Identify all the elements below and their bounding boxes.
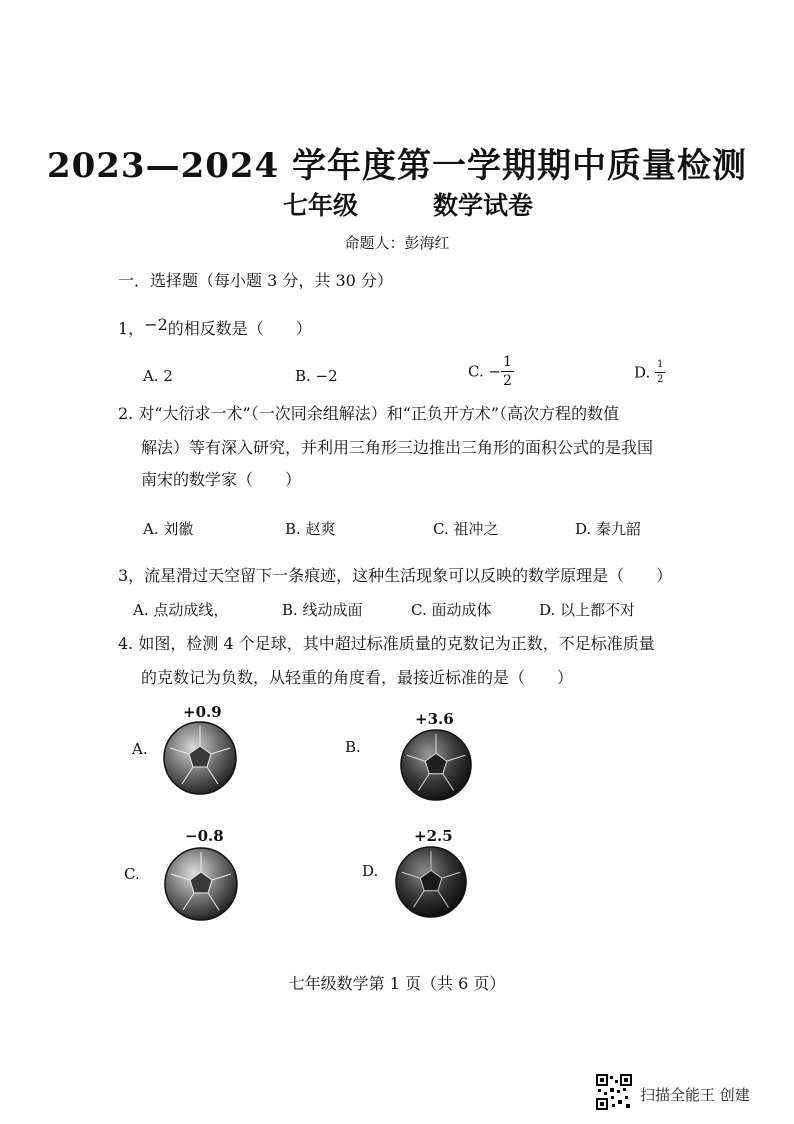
ball-a-letter: A. — [132, 740, 148, 758]
fraction-numerator: 1 — [655, 360, 665, 373]
soccer-ball-c-icon — [163, 846, 239, 922]
question-2-line-2: 解法）等有深入研究，并利用三角形三边推出三角形的面积公式的是我国 — [141, 438, 654, 457]
question-1-option-c — [468, 355, 514, 388]
question-2-option-a: A. 刘徽 — [143, 520, 194, 538]
soccer-ball-d-icon — [394, 845, 468, 919]
ball-b-value: +3.6 — [415, 710, 454, 728]
ball-b-letter: B. — [345, 738, 361, 756]
exam-title: 2023—2024 学年度第一学期期中质量检测 — [46, 146, 748, 186]
option-c-fraction — [501, 355, 514, 388]
question-1 — [118, 312, 312, 346]
question-4-line-1: 4. 如图，检测 4 个足球，其中超过标准质量的克数记为正数，不足标准质量 — [118, 634, 655, 653]
question-1-option-b: B. −2 — [295, 367, 338, 385]
ball-c-value: −0.8 — [185, 827, 224, 845]
soccer-ball-b-icon — [399, 728, 473, 802]
qr-code-icon — [596, 1074, 632, 1110]
question-2-line-1: 2. 对“大衍求一术”（一次同余组解法）和“正负开方术”（高次方程的数值 — [118, 404, 620, 423]
page-footer: 七年级数学第 1 页（共 6 页） — [288, 974, 506, 993]
subject-label: 数学试卷 — [433, 191, 534, 220]
question-1-prefix: 1， — [118, 319, 145, 338]
question-3-option-c: C. 面动成体 — [411, 601, 492, 619]
question-3-option-d: D. 以上都不对 — [539, 601, 636, 619]
section-title: 一．选择题（每小题 3 分，共 30 分） — [118, 271, 393, 290]
question-3-option-a: A. 点动成线， — [133, 601, 229, 619]
author-line: 命题人：彭海红 — [344, 234, 450, 252]
question-2-option-c: C. 祖冲之 — [433, 520, 499, 538]
ball-d-value: +2.5 — [414, 827, 453, 845]
grade-label: 七年级 — [283, 191, 359, 220]
question-2-option-d: D. 秦九韶 — [575, 520, 642, 538]
question-3-line-1: 3，流星滑过天空留下一条痕迹，这种生活现象可以反映的数学原理是（ ） — [118, 566, 673, 585]
fraction-numerator: 1 — [503, 354, 512, 370]
question-1-option-a: A. 2 — [143, 367, 173, 385]
scanner-watermark: 扫描全能王 创建 — [640, 1086, 750, 1104]
question-4-line-2: 的克数记为负数，从轻重的角度看，最接近标准的是（ ） — [141, 668, 574, 687]
option-c-label: C. − — [468, 362, 502, 381]
question-1-text: 的相反数是（ ） — [167, 319, 312, 338]
question-3-option-b: B. 线动成面 — [282, 601, 363, 619]
fraction-denominator: 2 — [657, 374, 664, 385]
option-d-fraction — [655, 360, 665, 385]
question-2-option-b: B. 赵爽 — [285, 520, 336, 538]
question-1-option-d — [634, 360, 665, 385]
question-2-line-3: 南宋的数学家（ ） — [141, 470, 302, 489]
ball-d-letter: D. — [362, 862, 379, 880]
fraction-denominator: 2 — [503, 373, 512, 389]
ball-a-value: +0.9 — [183, 703, 222, 721]
option-d-label: D. — [634, 363, 651, 382]
question-1-expr: −2 — [144, 315, 168, 334]
ball-c-letter: C. — [124, 865, 140, 883]
soccer-ball-a-icon — [162, 720, 238, 796]
